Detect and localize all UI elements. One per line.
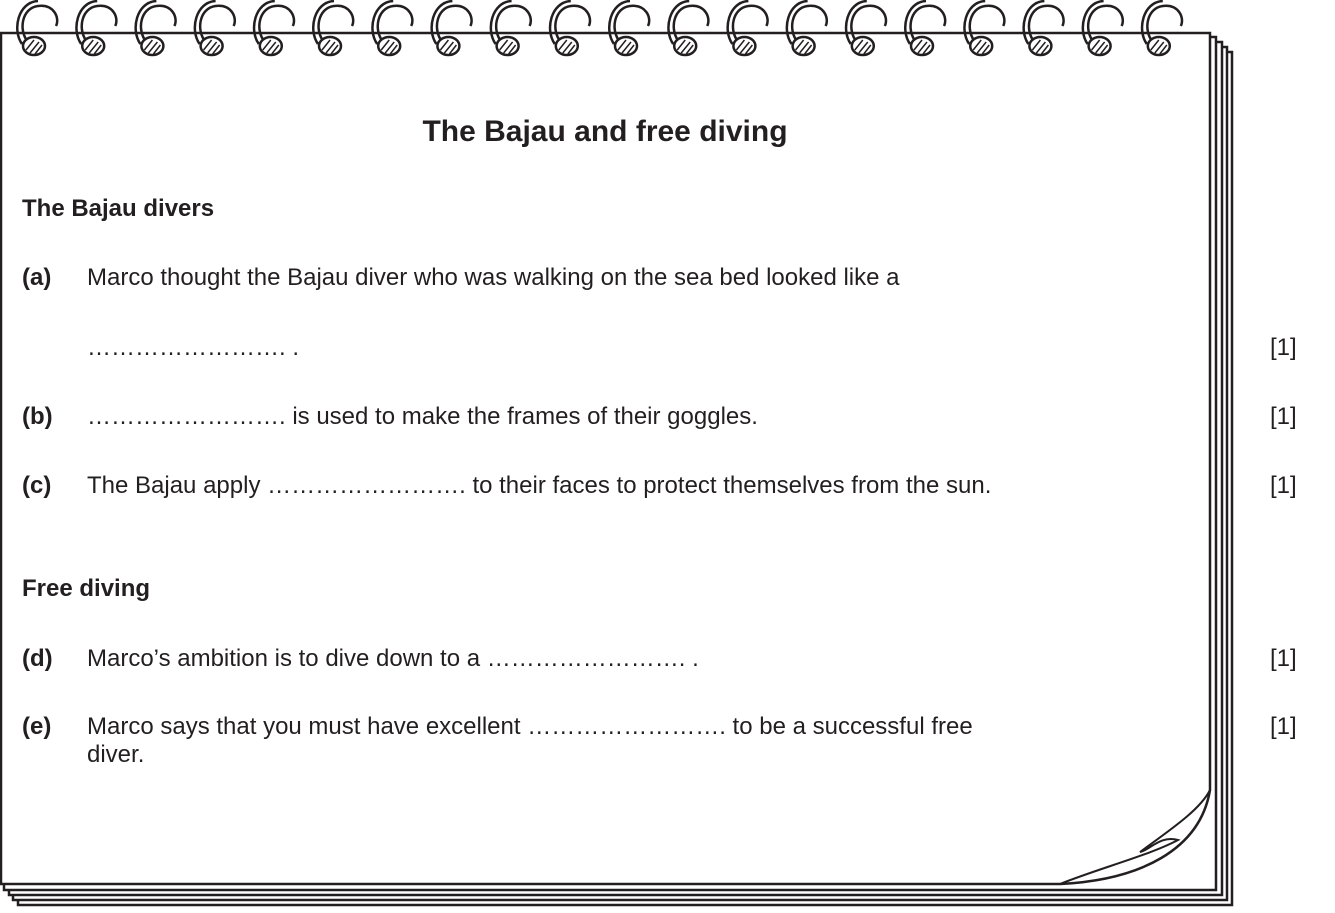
question-c-mark: [1] <box>1270 472 1297 499</box>
question-d-mark: [1] <box>1270 645 1297 672</box>
question-label-d: (d) <box>22 645 53 672</box>
question-e-mark: [1] <box>1270 713 1297 740</box>
question-a-answer-line: ……………………. . <box>87 334 300 361</box>
front-page <box>1 33 1210 884</box>
question-b-mark: [1] <box>1270 403 1297 430</box>
question-e-line2: diver. <box>87 741 145 768</box>
question-c-text: The Bajau apply ……………………. to their faces to protect themselves from the sun. <box>87 472 992 499</box>
question-a-line1: Marco thought the Bajau diver who was walking on the sea bed looked like a <box>87 264 900 291</box>
section-heading-free-diving: Free diving <box>22 575 151 602</box>
question-label-e: (e) <box>22 713 52 740</box>
question-e-line1: Marco says that you must have excellent ……………………. to be a successful free <box>87 713 973 740</box>
question-d-text: Marco’s ambition is to dive down to a ……………………. . <box>87 645 699 672</box>
section-heading-bajau-divers: The Bajau divers <box>22 195 215 222</box>
question-label-b: (b) <box>22 403 53 430</box>
question-label-a: (a) <box>22 264 52 291</box>
question-a-mark: [1] <box>1270 334 1297 361</box>
question-b-text: ……………………. is used to make the frames of their goggles. <box>87 403 758 430</box>
page-title: The Bajau and free diving <box>422 115 788 148</box>
question-label-c: (c) <box>22 472 52 499</box>
